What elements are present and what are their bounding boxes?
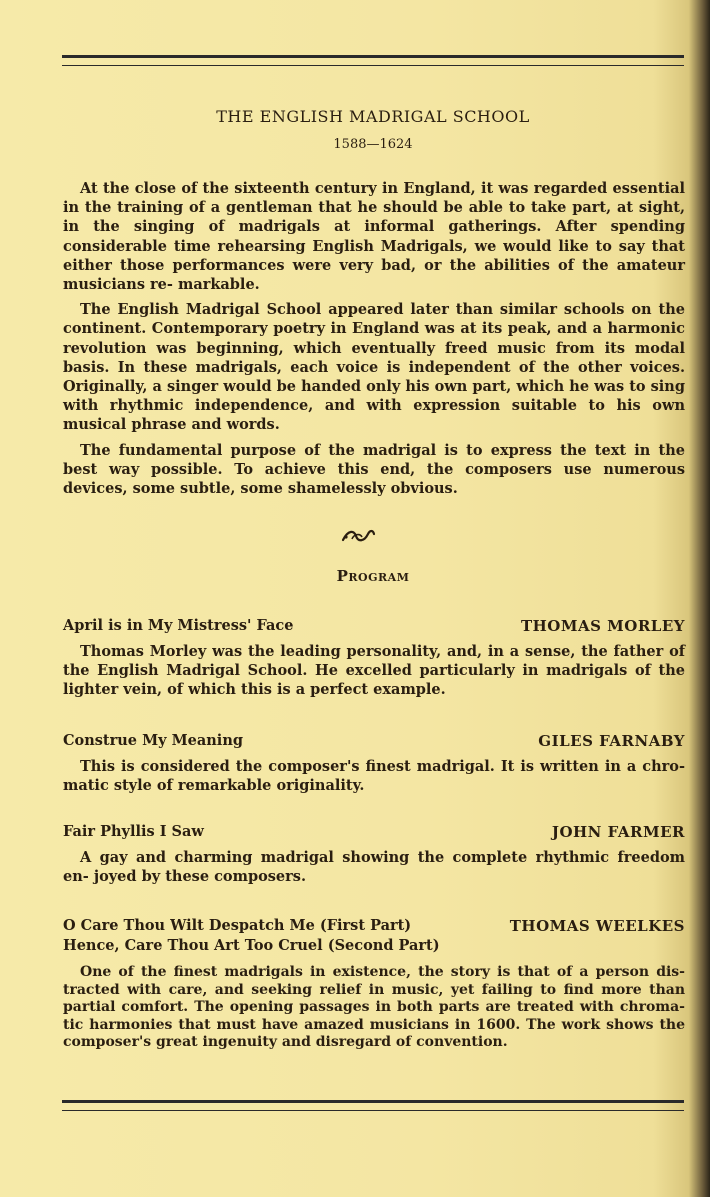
program-entry (63, 823, 685, 886)
program-entry-head (63, 732, 685, 752)
program-entry (63, 732, 685, 795)
work-description: This is considered the composer's finest madrigal. It is written in a chro- matic style of remarkable originality. (63, 758, 685, 794)
work-title: Fair Phyllis I Saw (63, 823, 204, 840)
work-title: O Care Thou Wilt Despatch Me (First Part) (63, 917, 412, 934)
composer-name: JOHN FARMER (551, 823, 685, 841)
ornament-icon (340, 526, 376, 546)
bottom-double-rule (62, 1100, 684, 1111)
document-dates: 1588—1624 (333, 137, 413, 152)
top-double-rule (62, 55, 684, 66)
work-title: Construe My Meaning (63, 732, 243, 749)
work-description: A gay and charming madrigal showing the complete rhythmic freedom en- joyed by these composers. (63, 849, 685, 885)
work-description: One of the finest madrigals in existence, the story is that of a person dis- tracted with care, and seeking relief in music, yet failing to find more than partial comfort. The opening passages in both parts are treated with chroma- tic harmonies that must have amazed musicians in 1600. The work shows the composer's great ingenuity and disregard of convention. (63, 964, 685, 1050)
work-description: Thomas Morley was the leading personality, and, in a sense, the father of the English Madrigal School. He excelled particularly in madrigals of the lighter vein, of which this is a perfect example. (63, 643, 685, 698)
composer-name: THOMAS MORLEY (520, 617, 685, 635)
program-entry (63, 617, 685, 699)
program-entry (63, 917, 685, 1052)
composer-name: THOMAS WEELKES (509, 917, 685, 935)
intro-paragraph: The English Madrigal School appeared later than similar schools on the continent. Contemporary poetry in England was at its peak, and a harmonic revolution was beginning, which eventually freed music from its modal basis. In these madrigals, each voice is independent of the other voices. Originally, a singer would be handed only his own part, which he was to sing with rhythmic independence, and with expression suitable to his own musical phrase and words. (63, 301, 685, 434)
composer-name: GILES FARNABY (538, 732, 685, 750)
intro-paragraph: At the close of the sixteenth century in England, it was regarded essential in the training of a gentleman that he should be able to take part, at sight, in the singing of madrigals at informal gatherings. After spending considerable time rehearsing English Madrigals, we would like to say that either those performances were very bad, or the abilities of the amateur musicians re- markable. (63, 180, 685, 294)
program-entry-head (63, 617, 685, 637)
intro-section (63, 179, 685, 504)
program-entry-head (63, 917, 685, 937)
document-title: THE ENGLISH MADRIGAL SCHOOL (216, 107, 530, 126)
work-title: April is in My Mistress' Face (63, 617, 294, 634)
program-heading: Program (336, 567, 410, 585)
work-title-second-part: Hence, Care Thou Art Too Cruel (Second Part) (63, 937, 440, 954)
program-entry-head (63, 823, 685, 843)
intro-paragraph: The fundamental purpose of the madrigal is to express the text in the best way possible. To achieve this end, the composers use numerous devices, some subtle, some shamelessly obvious. (63, 441, 685, 498)
